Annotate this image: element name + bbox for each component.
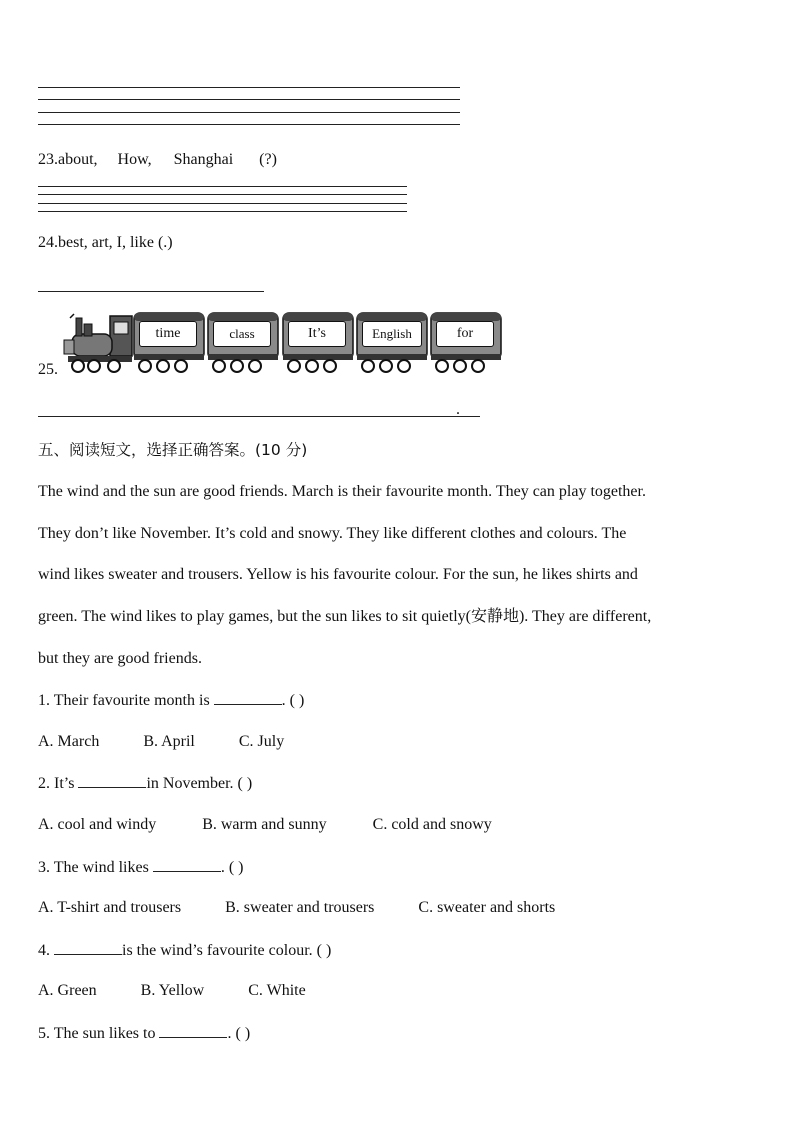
train-word-card: class xyxy=(213,321,271,347)
question-23 xyxy=(38,150,277,170)
option-a[interactable]: A. Green xyxy=(38,982,97,999)
answer-line xyxy=(38,416,480,417)
question-prefix: 3. The wind likes xyxy=(38,859,153,876)
question-suffix: . ( ) xyxy=(281,692,305,709)
question-number: 25. xyxy=(38,361,58,378)
answer-line xyxy=(38,203,407,204)
question-prefix: 5. The sun likes to xyxy=(38,1025,160,1042)
section-heading: 五、阅读短文，选择正确答案。(10 分) xyxy=(38,441,308,459)
question-prefix: 2. It’s xyxy=(38,775,79,792)
answer-blank[interactable] xyxy=(153,857,221,872)
question-3 xyxy=(38,857,243,878)
question-2 xyxy=(38,773,252,794)
question-5 xyxy=(38,1023,250,1044)
passage-line: They don’t like November. It’s cold and snowy. They like different clothes and colours. The xyxy=(38,525,627,542)
train-word-card: It’s xyxy=(288,321,346,347)
train-word-card: time xyxy=(139,321,197,347)
locomotive-icon xyxy=(64,314,132,372)
answer-line xyxy=(38,112,460,113)
word-card: (?) xyxy=(259,151,277,168)
passage-line: The wind and the sun are good friends. March is their favourite month. They can play together. xyxy=(38,483,646,500)
question-3-options xyxy=(38,898,555,918)
answer-line xyxy=(38,211,407,212)
option-a[interactable]: A. T-shirt and trousers xyxy=(38,899,182,916)
word-card: How, xyxy=(117,151,152,168)
answer-line xyxy=(38,291,264,292)
answer-blank[interactable] xyxy=(159,1023,227,1038)
question-suffix: in November. ( ) xyxy=(146,775,253,792)
option-b[interactable]: B. Yellow xyxy=(140,982,205,999)
answer-blank[interactable] xyxy=(54,940,122,955)
train-word-card: for xyxy=(436,321,494,347)
answer-period: . xyxy=(456,401,460,418)
option-b[interactable]: B. sweater and trousers xyxy=(225,899,375,916)
train-word-card: English xyxy=(362,321,422,347)
question-4 xyxy=(38,940,331,961)
answer-line xyxy=(38,186,407,187)
question-prefix: 4. xyxy=(38,942,54,959)
option-c[interactable]: C. July xyxy=(238,733,285,750)
option-c[interactable]: C. cold and snowy xyxy=(372,816,492,833)
passage-line: but they are good friends. xyxy=(38,650,202,667)
passage-line: wind likes sweater and trousers. Yellow is his favourite colour. For the sun, he likes shirts and xyxy=(38,566,638,583)
question-1 xyxy=(38,690,304,711)
question-suffix: is the wind’s favourite colour. ( ) xyxy=(122,942,332,959)
option-a[interactable]: A. cool and windy xyxy=(38,816,157,833)
question-24 xyxy=(38,233,173,253)
question-suffix: . ( ) xyxy=(220,859,244,876)
answer-line xyxy=(38,194,407,195)
answer-blank[interactable] xyxy=(214,690,282,705)
question-2-options xyxy=(38,815,492,835)
answer-line xyxy=(38,124,460,125)
question-suffix: . ( ) xyxy=(227,1025,251,1042)
option-b[interactable]: B. warm and sunny xyxy=(202,816,327,833)
passage-line: green. The wind likes to play games, but the sun likes to sit quietly(安静地). They are different, xyxy=(38,608,652,625)
question-number: 24. xyxy=(38,234,58,251)
option-a[interactable]: A. March xyxy=(38,733,100,750)
answer-blank[interactable] xyxy=(78,773,146,788)
answer-line xyxy=(38,87,460,88)
question-1-options xyxy=(38,732,284,752)
question-prefix: 1. Their favourite month is xyxy=(38,692,214,709)
question-number: 23. xyxy=(38,151,58,168)
option-c[interactable]: C. sweater and shorts xyxy=(418,899,556,916)
option-c[interactable]: C. White xyxy=(248,982,306,999)
word-card: about, xyxy=(58,151,98,168)
option-b[interactable]: B. April xyxy=(143,733,195,750)
question-4-options xyxy=(38,981,306,1001)
question-text: best, art, I, like (.) xyxy=(58,234,173,251)
word-card: Shanghai xyxy=(173,151,234,168)
answer-line xyxy=(38,99,460,100)
